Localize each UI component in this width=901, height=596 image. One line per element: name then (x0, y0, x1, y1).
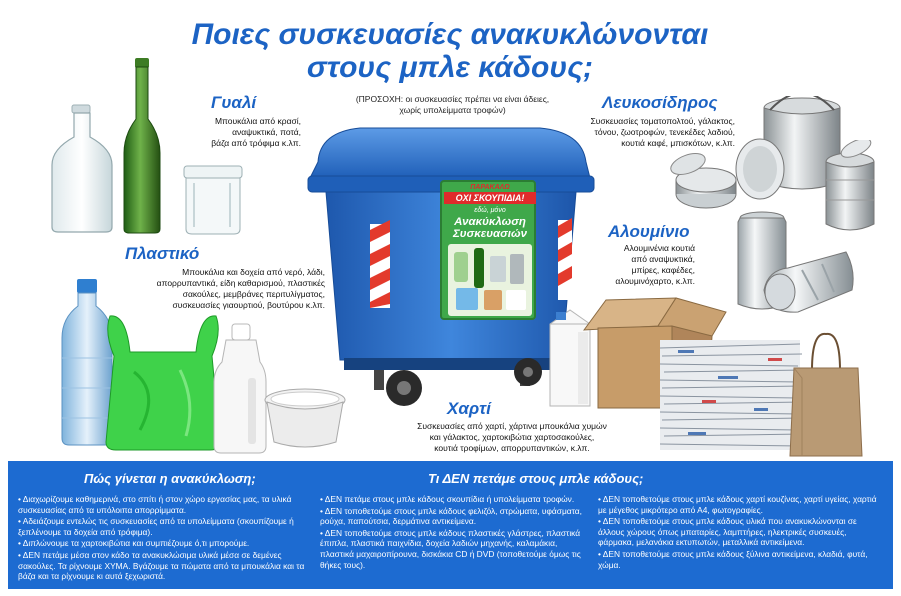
title-line-2: στους μπλε κάδους; (306, 51, 594, 84)
tin-line-3: κουτιά καφέ, μπισκότων, κ.λπ. (621, 138, 735, 148)
sticker-title (444, 216, 536, 240)
sticker-items-icon (448, 244, 532, 316)
tin-can-icon (822, 140, 880, 236)
sticker-warning: ΟΧΙ ΣΚΟΥΠΙΔΙΑ! (444, 192, 536, 204)
tin-line-2: τόνου, ζωοτροφών, τενεκέδες λαδιού, (594, 127, 735, 137)
how-to-recycle-list (18, 494, 310, 583)
glass-description (186, 116, 301, 149)
plastic-bag-icon (100, 312, 226, 454)
sticker-sub: εδώ, μόνο (474, 207, 506, 214)
tuna-can-icon (666, 150, 738, 212)
newspaper-stack-icon (658, 336, 806, 454)
list-item: • ΔΕΝ τοποθετούμε στους μπλε κάδους πλαστικές γλάστρες, πλαστικά έπιπλα, πλαστικά παιχνίδια, δοχεία λαδιών μηχανής, καλαμάκια, πλαστικά μαχαιροπίρουνα, δισκάκια CD ή DVD (τοποθετούμε όμως τις θήκες τους). (320, 527, 581, 570)
plastic-line-1: Μπουκάλια και δοχεία από νερό, λάδι, (182, 267, 325, 277)
paper-line-1: Συσκευασίες από χαρτί, χάρτινα μπουκάλια χυμών (417, 421, 607, 431)
paper-line-2: και γάλακτος, χαρτοκιβώτια χαρτοσακούλες, (429, 432, 595, 442)
plastic-line-2: απορρυπαντικά, είδη καθαρισμού, πλαστικές (156, 278, 325, 288)
note-line-2: χωρίς υπολείμματα τροφών) (399, 105, 506, 115)
tin-description (560, 116, 735, 149)
aluminium-line-2: από αναψυκτικά, (631, 254, 695, 264)
glass-jar-icon (180, 163, 246, 237)
sticker-top: ΠΑΡΑΚΑΛΩ (470, 184, 510, 191)
paper-line-3: κουτιά τροφίμων, απορρυπαντικών, κ.λπ. (434, 443, 590, 453)
do-not-throw-list-2 (598, 494, 884, 571)
how-to-recycle-heading: Πώς γίνεται η ανακύκλωση; (84, 471, 256, 486)
tin-lid-icon (730, 136, 790, 202)
plastic-line-4: συσκευασίες γιαουρτιού, βουτύρου κ.λπ. (172, 300, 325, 310)
list-item: • Αδειάζουμε εντελώς τις συσκευασίες από τα υπολείμματα (σκουπίζουμε ή ξεπλένουμε τα δοχεία από τρόφιμα). (18, 516, 294, 537)
bin-sticker (440, 180, 536, 320)
paper-description (377, 421, 647, 454)
plastic-line-3: σακούλες, μεμβράνες περιτυλίγματος, (182, 289, 325, 299)
glass-bottle-icon (46, 103, 118, 235)
list-item: • ΔΕΝ πετάμε στους μπλε κάδους σκουπίδια ή υπολείμματα τροφών. (320, 494, 575, 504)
title-line-1: Ποιες συσκευασίες ανακυκλώνονται (191, 18, 709, 51)
aluminium-description (590, 243, 695, 287)
aluminium-line-1: Αλουμινένια κουτιά (623, 243, 695, 253)
list-item: • ΔΕΝ τοποθετούμε στους μπλε κάδους φελιζόλ, στρώματα, υφάσματα, ρούχα, παπούτσια, δερμάτινα αντικείμενα. (320, 505, 582, 527)
paper-bag-icon (786, 330, 866, 460)
tin-heading: Λευκοσίδηρος (602, 93, 718, 112)
poster-title (140, 18, 760, 84)
glass-line-2: αναψυκτικά, ποτά, (232, 127, 301, 137)
plastic-heading: Πλαστικό (125, 244, 200, 263)
do-not-throw-list-1 (320, 494, 588, 571)
aluminium-line-3: μπίρες, καφέδες, (631, 265, 695, 275)
crushed-can-icon (758, 250, 858, 316)
list-item: • Διπλώνουμε τα χαρτοκιβώτια και συμπιέζουμε ό,τι μπορούμε. (18, 538, 250, 549)
plastic-description (120, 267, 325, 311)
sticker-title-line-1: Ανακύκλωση (454, 216, 526, 228)
list-item: • ΔΕΝ τοποθετούμε στους μπλε κάδους ξύλινα αντικείμενα, κλαδιά, φυτά, χώμα. (598, 548, 868, 570)
note-line-1: (ΠΡΟΣΟΧΗ: οι συσκευασίες πρέπει να είναι άδειες, (355, 94, 550, 104)
warning-note (330, 94, 575, 116)
detergent-bottle-icon (212, 322, 268, 456)
paper-heading: Χαρτί (447, 399, 491, 418)
do-not-throw-heading: Τι ΔΕΝ πετάμε στους μπλε κάδους; (428, 471, 644, 486)
left-warning-stripe (370, 220, 390, 308)
list-item: • Διαχωρίζουμε καθημερινά, στο σπίτι ή στον χώρο εργασίας μας, τα υλικά συσκευασίας από τα υπόλοιπα απορρίμματα. (18, 494, 292, 515)
glass-heading: Γυαλί (211, 93, 257, 112)
glass-line-3: βάζα από τρόφιμα κ.λπ. (211, 138, 301, 148)
tin-line-1: Συσκευασίες τοματοπολτού, γάλακτος, (590, 116, 735, 126)
aluminium-heading: Αλουμίνιο (608, 222, 690, 241)
right-warning-stripe (558, 218, 572, 300)
list-item: • ΔΕΝ πετάμε μέσα στον κάδο τα ανακυκλώσιμα υλικά μέσα σε δεμένες σακούλες. Τα ρίχνουμε ΧΥΜΑ. Βγάζουμε τα πώματα από τα μπουκάλια και τα βάζα και τα ρίχνουμε κι αυτά ξεχωριστά. (18, 549, 305, 582)
aluminium-line-4: αλουμινόχαρτο, κ.λπ. (615, 276, 695, 286)
sticker-title-line-2: Συσκευασιών (453, 228, 527, 240)
list-item: • ΔΕΝ τοποθετούμε στους μπλε κάδους χαρτί κουζίνας, χαρτί υγείας, χαρτιά με μέγεθος μικρότερο από Α4, φωτογραφίες. (598, 494, 877, 515)
glass-line-1: Μπουκάλια από κρασί, (214, 116, 301, 126)
list-item: • ΔΕΝ τοποθετούμε στους μπλε κάδους υλικά που ανακυκλώνονται σε άλλους χώρους όπως μπαταρίες, λαμπτήρες, ηλεκτρικές συσκευές, φάρμακα, μελανάκια εκτυπωτών, μεταλλικά αντικείμενα. (598, 516, 857, 548)
green-wine-bottle-icon (120, 57, 164, 235)
